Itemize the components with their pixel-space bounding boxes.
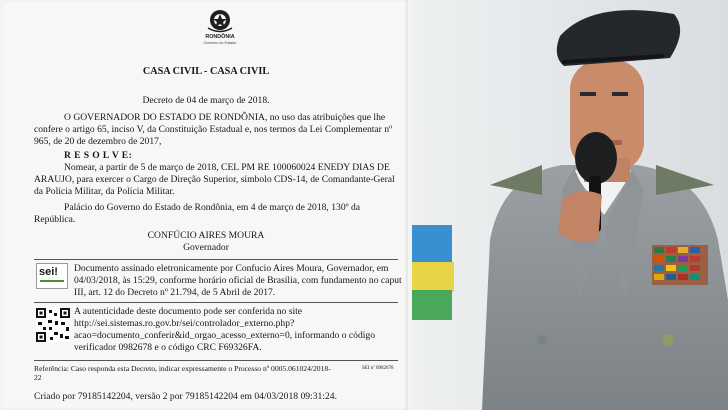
- signer-name: CONFÚCIO AIRES MOURA: [147, 230, 265, 241]
- para3-line2: República.: [34, 214, 76, 225]
- para1-line1: O GOVERNADOR DO ESTADO DE RONDÔNIA, no uso das atribuições que lhe: [64, 112, 386, 123]
- qr-code-icon: [36, 308, 70, 342]
- auth-line1: A autenticidade deste documento pode ser conferida no site: [74, 306, 303, 317]
- sig-line3: III, art. 12 do Decreto nº 21.794, de 5 Abril de 2017.: [74, 287, 276, 298]
- document-page: [4, 0, 408, 410]
- para3-line1: Palácio do Governo do Estado de Rondônia, em 4 de março de 2018, 130º da: [64, 202, 361, 213]
- para1-line2: confere o artigo 65, inciso V, da Constituição Estadual e, nos termos da Lei Complementar nº: [34, 124, 393, 135]
- sei-logo: [36, 263, 68, 289]
- coat-of-arms-icon: [200, 6, 240, 36]
- officer-portrait-illustration: [412, 0, 728, 410]
- sei-code: SEI nº 0982678: [362, 366, 394, 371]
- rondonia-logo: [200, 6, 240, 48]
- para1-line3: 965, de 20 de dezembro de 2017,: [34, 136, 162, 147]
- auth-line2: http://sei.sistemas.ro.gov.br/sei/controlador_externo.php?: [74, 318, 295, 329]
- sei-logo-text: sei!: [39, 266, 58, 278]
- reference-line2: 22: [34, 373, 42, 382]
- footer-line: Criado por 79185142204, versão 2 por 79185142204 em 04/03/2018 09:31:24.: [34, 391, 337, 402]
- logo-name: RONDÔNIA: [205, 34, 235, 40]
- resolve-heading: R E S O L V E:: [64, 150, 133, 161]
- sig-line2: 04/03/2018, às 15:29, conforme horário oficial de Brasília, com fundamento no caput: [74, 275, 402, 286]
- sig-line1: Documento assinado eletronicamente por Confucio Aires Moura, Governador, em: [74, 263, 389, 274]
- auth-line3: acao=documento_conferir&id_orgao_acesso_externo=0, informando o código: [74, 330, 376, 341]
- qr-code: [36, 308, 70, 342]
- para2-line1: Nomear, a partir de 5 de março de 2018, CEL PM RE 100060024 ENEDY DIAS DE: [64, 162, 390, 173]
- sei-logo-bar: [40, 280, 64, 282]
- decree-line: Decreto de 04 de março de 2018.: [142, 95, 270, 106]
- divider-top: [34, 259, 398, 260]
- reference-line1: Referência: Caso responda esta Decreto, indicar expressamente o Processo nº 0005.061024/2018-: [34, 364, 331, 373]
- divider-middle: [34, 302, 398, 303]
- officer-photo: [412, 0, 728, 410]
- para2-line3: da Polícia Militar, da Polícia Militar.: [34, 186, 175, 197]
- auth-line4: verificador 0982678 e o código CRC F69326FA.: [74, 342, 262, 353]
- logo-subtitle: Governo do Estado: [203, 41, 237, 45]
- para2-line2: ARAUJO, para exercer o Cargo de Direção Superior, símbolo CDS-14, de Comandante-Geral: [34, 174, 395, 185]
- signer-title: Governador: [183, 242, 229, 253]
- divider-bottom: [34, 360, 398, 361]
- document-header: CASA CIVIL - CASA CIVIL: [142, 66, 270, 77]
